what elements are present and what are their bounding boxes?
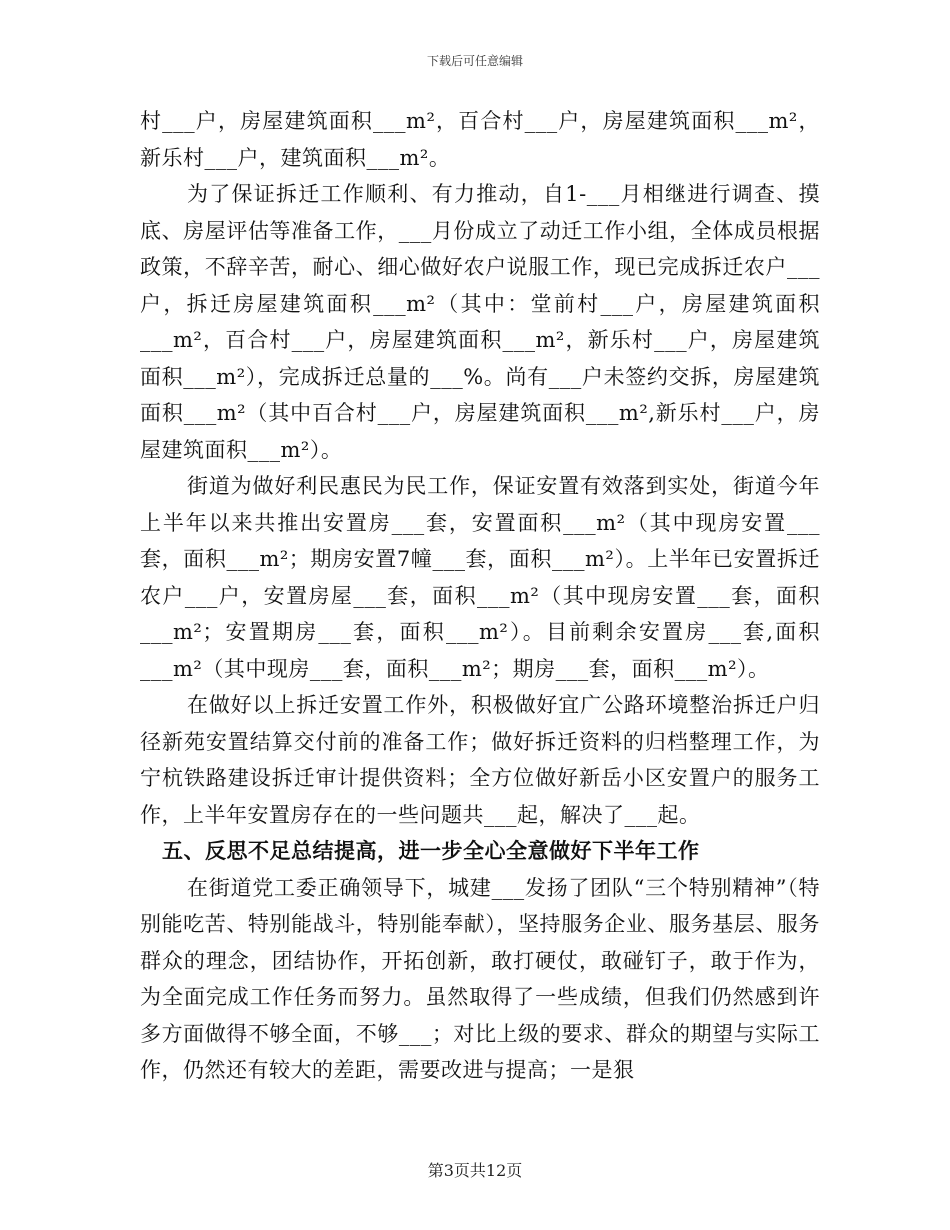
page-footer: 第3页共12页 — [427, 1161, 523, 1180]
paragraph-reflection: 在街道党工委正确领导下，城建___发扬了团队“三个特别精神”（特别能吃苦、特别能战斗，特别能奉献），坚持服务企业、服务基层、服务群众的理念，团结协作，开拓创新，敢打硬仗，敢碰钉子，敢于作为，为全面完成工作任务而努力。虽然取得了一些成绩，但我们仍然感到许多方面做得不够全面，不够___；对比上级的要求、群众的期望与实际工作，仍然还有较大的差距，需要改进与提高；一是狠 — [140, 875, 820, 1082]
page-header: 下载后可任意编辑 — [426, 54, 523, 68]
paragraph-demolition-progress: 为了保证拆迁工作顺利、有力推动，自1-___月相继进行调查、摸底、房屋评估等准备工作，___月份成立了动迁工作小组，全体成员根据政策，不辞辛苦，耐心、细心做好农户说服工作，现已完成拆迁农户___户，拆迁房屋建筑面积___m²（其中：堂前村___户，房屋建筑面积___m²，百合村___户，房屋建筑面积___m²，新乐村___户，房屋建筑面积___m²），完成拆迁总量的___%。尚有___户未签约交拆，房屋建筑面积___m²（其中百合村___户，房屋建筑面积___m²,新乐村___户，房屋建筑面积___m²）。 — [140, 182, 820, 462]
section-heading: 五、反思不足总结提高，进一步全心全意做好下半年工作 — [162, 838, 700, 863]
paragraph-continuation: 村___户，房屋建筑面积___m²，百合村___户，房屋建筑面积___m²，新乐村___户，建筑面积___m²。 — [140, 109, 820, 170]
paragraph-resettlement-housing: 街道为做好利民惠民为民工作，保证安置有效落到实处，街道今年上半年以来共推出安置房___套，安置面积___m²（其中现房安置___套，面积___m²；期房安置7幢___套，面积___m²）。上半年已安置拆迁农户___户，安置房屋___套，面积___m²（其中现房安置___套，面积___m²；安置期房___套，面积___m²）。目前剩余安置房___套,面积___m²（其中现房___套，面积___m²；期房___套，面积___m²）。 — [140, 474, 820, 681]
document-body — [140, 103, 820, 1089]
paragraph-other-work: 在做好以上拆迁安置工作外，积极做好宜广公路环境整治拆迁户归径新苑安置结算交付前的准备工作；做好拆迁资料的归档整理工作，为宁杭铁路建设拆迁审计提供资料；全方位做好新岳小区安置户的服务工作，上半年安置房存在的一些问题共___起，解决了___起。 — [140, 693, 820, 827]
